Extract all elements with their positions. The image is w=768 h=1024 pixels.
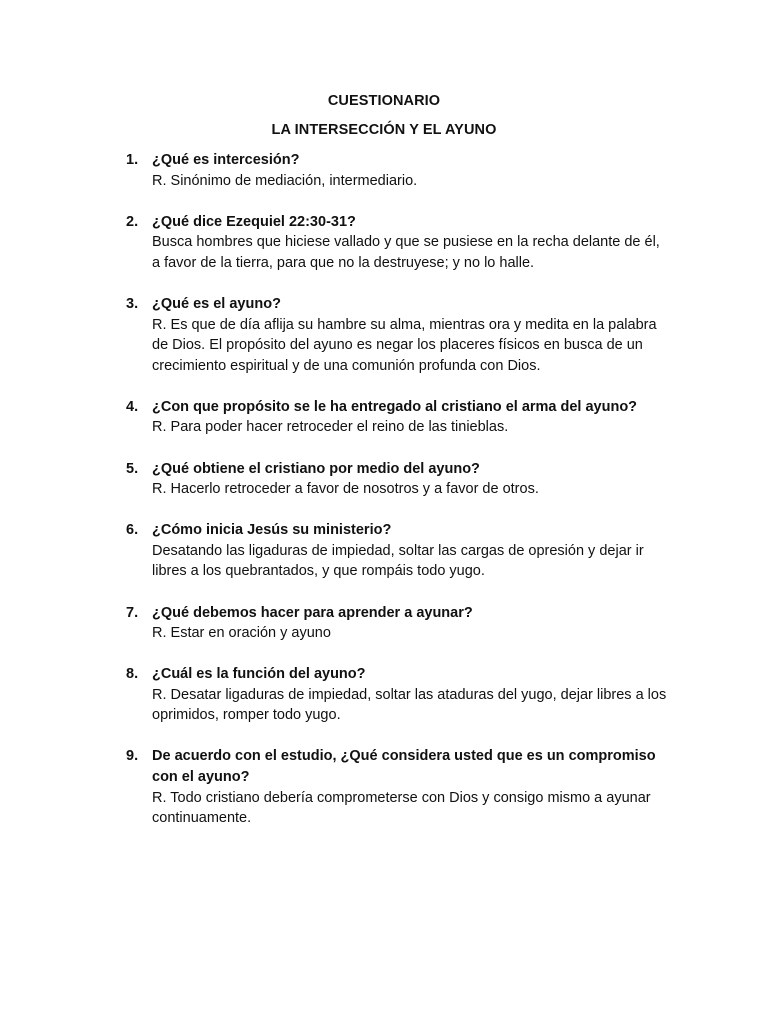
question-list: [126, 150, 671, 849]
question-item-9: [126, 746, 671, 828]
question-item-4: [126, 397, 671, 438]
question-item-7: [126, 603, 671, 644]
question-number: 6.: [126, 522, 139, 539]
question-text: ¿Con que propósito se le ha entregado al cristiano el arma del ayuno?: [152, 398, 638, 415]
question-item-2: [126, 212, 671, 274]
question-number: 1.: [126, 152, 139, 168]
document-title: CUESTIONARIO: [327, 93, 441, 109]
answer-text: R. Estar en oración y ayuno: [152, 625, 331, 642]
question-item-6: [126, 520, 671, 582]
answer-text: R. Sinónimo de mediación, intermediario.: [152, 172, 418, 189]
question-text: ¿Cómo inicia Jesús su ministerio?: [152, 522, 392, 539]
question-number: 4.: [126, 398, 139, 415]
question-item-1: [126, 150, 671, 191]
question-text: De acuerdo con el estudio, ¿Qué considera usted que es un compromiso con el ayuno?: [152, 748, 656, 786]
answer-text: R. Para poder hacer retroceder el reino de las tinieblas.: [152, 419, 509, 436]
question-text: ¿Qué es intercesión?: [152, 152, 300, 168]
question-text: ¿Qué obtiene el cristiano por medio del ayuno?: [152, 460, 480, 477]
question-number: 2.: [126, 213, 139, 230]
question-text: ¿Cuál es la función del ayuno?: [152, 666, 366, 683]
question-number: 5.: [126, 460, 139, 477]
question-number: 9.: [126, 748, 139, 765]
question-text: ¿Qué dice Ezequiel 22:30-31?: [152, 213, 356, 230]
answer-text: R. Hacerlo retroceder a favor de nosotros y a favor de otros.: [152, 481, 539, 498]
answer-text: Busca hombres que hiciese vallado y que se pusiese en la recha delante de él, a favor de la tierra, para que no la destruyese; y no lo halle.: [152, 234, 660, 271]
answer-text: Desatando las ligaduras de impiedad, soltar las cargas de opresión y dejar ir libres a los quebrantados, y que rompáis todo yugo.: [152, 542, 644, 580]
answer-text: R. Todo cristiano debería comprometerse con Dios y consigo mismo a ayunar continuamente.: [152, 789, 651, 827]
answer-text: R. Desatar ligaduras de impiedad, soltar las ataduras del yugo, dejar libres a los oprimidos, romper todo yugo.: [152, 686, 667, 724]
question-item-8: [126, 664, 671, 726]
question-number: 8.: [126, 666, 139, 683]
document-subtitle: LA INTERSECCIÓN Y EL AYUNO: [271, 122, 497, 138]
question-text: ¿Qué es el ayuno?: [152, 295, 281, 312]
question-item-5: [126, 459, 671, 500]
question-item-3: [126, 294, 671, 376]
question-text: ¿Qué debemos hacer para aprender a ayunar?: [152, 604, 473, 621]
question-number: 7.: [126, 604, 139, 621]
question-number: 3.: [126, 295, 139, 312]
answer-text: R. Es que de día aflija su hambre su alma, mientras ora y medita en la palabra de Dios. El propósito del ayuno es negar los placeres físicos en busca de un crecimiento espiritual y de una comunión profunda con Dios.: [152, 316, 657, 374]
